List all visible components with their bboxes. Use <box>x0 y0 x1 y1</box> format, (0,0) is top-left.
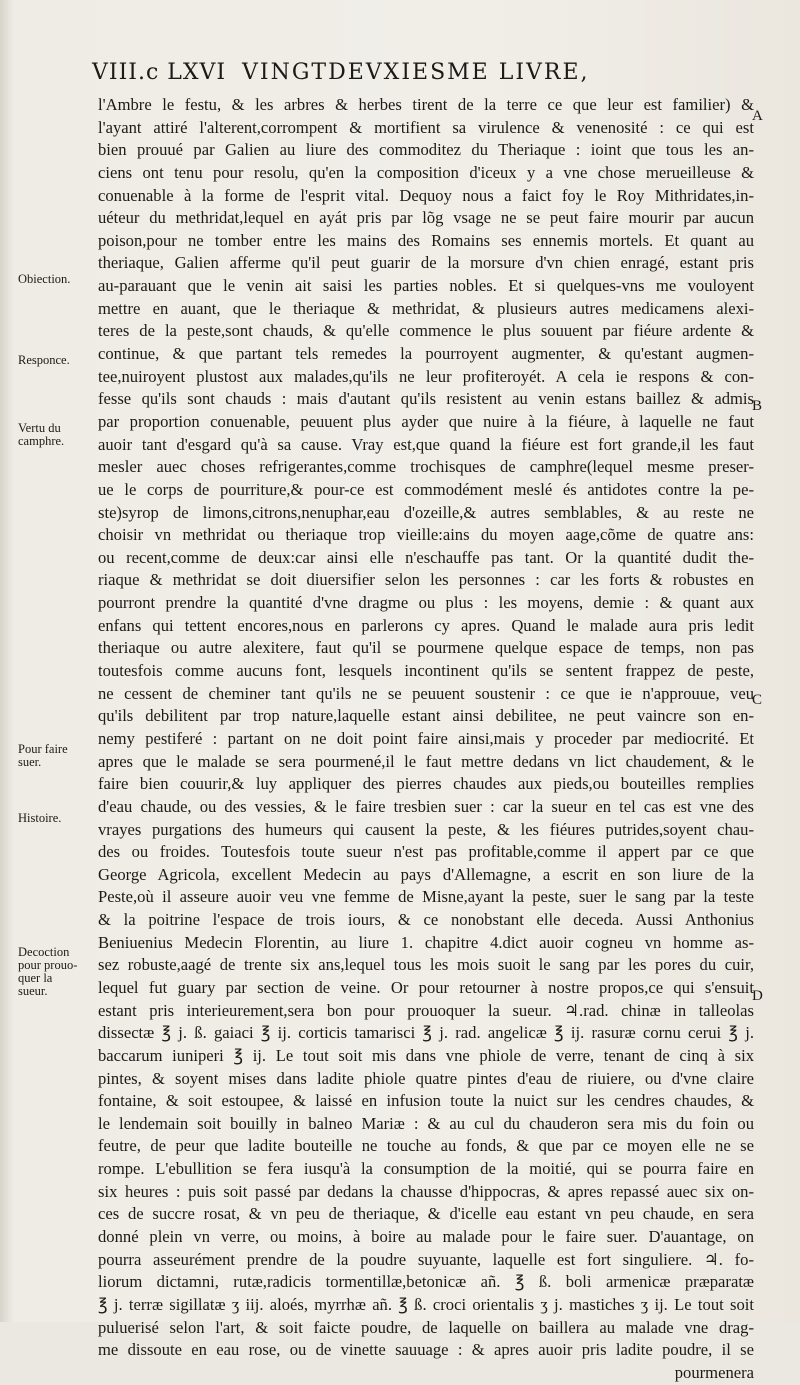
text-line: six heures : puis soit passé par dedans la chausse d'hippocras, & apres repassé auec six on- <box>98 1181 754 1201</box>
text-line: puluerisé selon l'art, & soit faicte poudre, de laquelle on baillera au malade vne drag- <box>98 1317 754 1337</box>
page-header <box>92 52 732 92</box>
text-line: theriaque, Galien afferme qu'il peut guarir de la morsure d'vn chien enragé, estant pris <box>98 253 754 273</box>
section-letter-c: C <box>752 692 763 708</box>
text-line: ue le corps de pourriture,& pour-ce est commodément meslé és antidotes contre la pe- <box>98 479 754 499</box>
text-line: ces de succre rosat, & vn peu de theriaque, & d'icelle eau estant vn peu chaude, en sera <box>98 1204 754 1224</box>
text-line: ℥ j. terræ sigillatæ ʒ iij. aloés, myrrhæ añ. ℥ ß. croci orientalis ʒ j. mastiches ʒ ij. Le tout soit <box>98 1294 754 1314</box>
text-line: ou recent,comme de deux:car ainsi elle n'eschauffe pas tant. Or la quantité dudit the- <box>98 547 754 567</box>
text-line: fesse qu'ils sont chauds : mais d'autant qu'ils resistent au venin estans baillez & admis <box>98 389 754 409</box>
text-line: riaque & methridat se doit diuersifier selon les personnes : car les forts & robustes en <box>98 570 754 590</box>
margin-note-decoction <box>18 946 92 998</box>
text-line: dissectæ ℥ j. ß. gaiaci ℥ ij. corticis tamarisci ℥ j. rad. angelicæ ℥ ij. rasuræ cornu cerui ℥ j. <box>98 1023 754 1043</box>
text-line: enfans qui tettent encores,nous en parlerons cy apres. Quand le malade aura pris ledit <box>98 615 754 635</box>
text-line: tee,nuiroyent plustost aux malades,qu'ils ne leur profiteroyét. A cela ie respons & con- <box>98 366 754 386</box>
section-letter-a: A <box>752 108 763 124</box>
text-line: lequel fut guary par section de veine. Or pour retourner à nostre propos,ce qui s'ensuit <box>98 977 754 997</box>
text-line: fontaine, & soit estoupee, & laissé en infusion toute la nuict sur les cendres chaudes, & <box>98 1091 754 1111</box>
text-line: bien prouué par Galien au liure des commoditez du Theriaque : ioint que tous les an- <box>98 140 754 160</box>
text-line: teres de la peste,sont chauds, & qu'elle commence le plus souuent par fiéure ardente & <box>98 321 754 341</box>
text-line: le lendemain soit bouilly in balneo Mariæ : & au cul du chauderon sera mis du foin ou <box>98 1113 754 1133</box>
text-line: Beniuenius Medecin Florentin, au liure 1. chapitre 4.dict auoir cogneu vn homme as- <box>98 932 754 952</box>
text-line: feutre, de peur que ladite bouteille ne touche au fonds, & que par ce moyen elle ne se <box>98 1136 754 1156</box>
text-line: pourra asseurément prendre de la poudre suyuante, laquelle est fort singuliere. ♃. fo- <box>98 1249 754 1269</box>
text-line: l'Ambre le festu, & les arbres & herbes tirent de la terre ce que leur est familier) & <box>98 95 754 114</box>
text-line: l'ayant attiré l'alterent,corrompent & mortifient sa virulence & venenosité : ce qui est <box>98 117 754 137</box>
text-line: pourront prendre la quantité d'vne dragme ou plus : les moyens, demie : & quant aux <box>98 593 754 613</box>
margin-note-response <box>18 354 92 367</box>
text-line: qu'ils debilitent par trop nature,laquelle estant ainsi debilitee, ne peut vaincre son en- <box>98 706 754 726</box>
text-line: par proportion conuenable, peuuent plus ayder que nuire à la fiéure, à laquelle ne faut <box>98 411 754 431</box>
text-line: nemy pestiferé : partant on ne doit point faire ainsi,mais y proceder par mediocrité. Et <box>98 728 754 748</box>
text-line: George Agricola, excellent Medecin au pays d'Allemagne, a escrit en son liure de la <box>98 864 754 884</box>
text-line: auoir tant d'esgard qu'à sa cause. Vray est,que quand la fiéure est fort grande,il les faut <box>98 434 754 454</box>
text-line: mettre en auant, que le theriaque & methridat, & plusieurs autres medicamens alexi- <box>98 298 754 318</box>
text-line: theriaque ou autre alexitere, faut qu'il se pourmene quelque espace de temps, non pas <box>98 638 754 658</box>
margin-note-line: Histoire. <box>18 811 62 825</box>
margin-note-history <box>18 812 92 825</box>
margin-note-line: Responce. <box>18 353 70 367</box>
text-line: continue, & que partant tels remedes la pourroyent augmenter, & qu'estant augmen- <box>98 344 754 364</box>
margin-note-line: Decoction <box>18 945 70 959</box>
text-line: baccarum iuniperi ℥ ij. Le tout soit mis dans vne phiole de verre, tenant de cinq à six <box>98 1045 754 1065</box>
text-line: choisir vn methridat ou theriaque trop vieille:ains du moyen aage,cõme de quatre ans: <box>98 525 754 545</box>
text-line: ne cessent de cheminer tant qu'ils ne se peuuent soustenir : ce que ie n'approuue, veu <box>98 683 754 703</box>
text-line: des ou froides. Toutesfois toute sueur n'est pas profitable,comme il appert par ce que <box>98 842 754 862</box>
text-line: mesler auec choses refrigerantes,comme trochisques de camphre(lequel mesme preser- <box>98 457 754 477</box>
margin-note-line: Pour faire <box>18 742 68 756</box>
section-letter-d: D <box>752 988 763 1004</box>
margin-note-objection <box>18 273 92 286</box>
text-line: Peste,où il asseure auoir veu vne femme de Misne,ayant la peste, suer le sang par la teste <box>98 887 754 907</box>
text-line: toutesfois comme aucuns font, lesquels incontinent qu'ils se sentent frappez de peste, <box>98 661 754 681</box>
text-line: pintes, & soyent mises dans ladite phiole quatre pintes d'eau de riuiere, ou d'vne claire <box>98 1068 754 1088</box>
main-text-block <box>98 94 754 1385</box>
text-line: faire bien couurir,& luy appliquer des pierres chaudes aux pieds,ou bouteilles remplies <box>98 774 754 794</box>
margin-note-line: camphre. <box>18 434 65 448</box>
text-line: apres que le malade se sera pourmené,il le faut mettre dedans vn lict chaudement, & le <box>98 751 754 771</box>
margin-note-line: suer. <box>18 755 42 769</box>
text-line: rompe. L'ebullition se fera iusqu'à la consumption de la moitié, qui se pourra faire en <box>98 1159 754 1179</box>
text-line: & la poitrine l'espace de trois iours, & ce nonobstant elle deceda. Aussi Anthonius <box>98 910 754 930</box>
section-letter-b: B <box>752 398 763 414</box>
running-title: VINGTDEVXIESME LIVRE, <box>242 60 590 85</box>
margin-note-line: Obiection. <box>18 272 71 286</box>
text-line: uéteur du methridat,lequel en ayát pris par lõg vsage ne se peut faire mourir par aucun <box>98 208 754 228</box>
text-line: au-parauant que le venin ait saisi les parties nobles. Et si quelques-vns me vouloyent <box>98 276 754 296</box>
text-line: pourmenera <box>674 1362 754 1382</box>
margin-note-sweat <box>18 743 92 769</box>
folio-number: VIII.c LXVI <box>92 60 227 85</box>
text-line: liorum dictamni, rutæ,radicis tormentillæ,betonicæ añ. ℥ ß. boli armenicæ præparatæ <box>98 1272 754 1292</box>
text-line: vrayes purgations des humeurs qui causent la peste, & les fiéures putrides,soyent chau- <box>98 819 754 839</box>
margin-note-camphor <box>18 422 92 448</box>
text-line: d'eau chaude, ou des vessies, & le faire tresbien suer : car la sueur en tel cas est vne des <box>98 796 754 816</box>
text-line: estant pris interieurement,sera bon pour prouoquer la sueur. ♃.rad. chinæ in talleolas <box>98 1000 754 1020</box>
text-line: me dissoute en eau rose, ou de vinette sauuage : & apres auoir pris ladite poudre, il se <box>98 1340 754 1360</box>
margin-note-line: Vertu du <box>18 421 61 435</box>
margin-note-line: pour prouo- <box>18 958 78 972</box>
text-line: ciens ont tenu pour resolu, qu'en la composition d'iceux y a vne chose merueilleuse & <box>98 162 754 182</box>
margin-note-line: quer la <box>18 971 53 985</box>
text-line: conuenable à la forme de l'esprit vital. Dequoy nous a faict foy le Roy Mithridates,in- <box>98 185 754 205</box>
text-line: sez robuste,aagé de trente six ans,lequel tous les mois suoit le sang par les pores du cuir, <box>98 955 754 975</box>
text-line: ste)syrop de limons,citrons,nenuphar,eau d'ozeille,& autres semblables, & au reste ne <box>98 502 754 522</box>
text-line: donné plein vn verre, ou moins, à boire au malade pour le faire suer. D'auantage, on <box>98 1227 754 1247</box>
text-line: poison,pour ne tomber entre les mains des Romains ses ennemis mortels. Et quant au <box>98 230 754 250</box>
margin-note-line: sueur. <box>18 984 48 998</box>
